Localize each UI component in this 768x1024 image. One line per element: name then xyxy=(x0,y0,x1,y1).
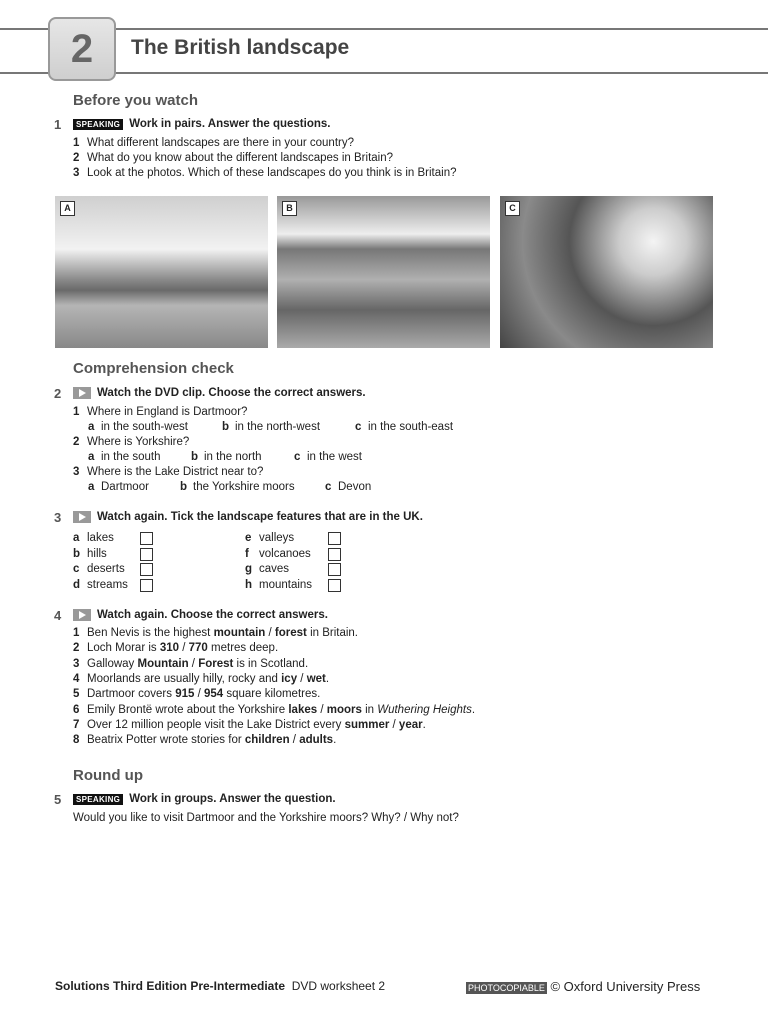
option-letter: c xyxy=(325,481,332,493)
item-number: 7 xyxy=(73,718,80,731)
option-letter: a xyxy=(88,451,95,463)
section-comprehension-check: Comprehension check xyxy=(73,360,234,377)
tick-checkbox[interactable] xyxy=(140,548,153,561)
item-number: 1 xyxy=(73,137,80,149)
item-text: is in Scotland. xyxy=(233,657,309,670)
choice-option-a[interactable]: 915 xyxy=(175,688,195,701)
option-text: Dartmoor xyxy=(101,481,149,493)
unit-number: 2 xyxy=(48,17,116,81)
q4-instruction-text: Watch again. Choose the correct answers. xyxy=(97,609,328,621)
option-text: the Yorkshire moors xyxy=(193,481,295,493)
tick-checkbox[interactable] xyxy=(140,563,153,576)
play-icon xyxy=(73,387,91,399)
answer-option[interactable] xyxy=(355,420,453,435)
answer-option[interactable] xyxy=(88,450,160,465)
tick-checkbox[interactable] xyxy=(328,579,341,592)
tick-checkbox[interactable] xyxy=(328,563,341,576)
item-text: Where in England is Dartmoor? xyxy=(87,406,248,418)
answer-option[interactable] xyxy=(222,420,320,435)
q2-instruction-text: Watch the DVD clip. Choose the correct answers. xyxy=(97,387,366,399)
item-text: lakes xyxy=(87,532,114,544)
feature-item xyxy=(245,547,311,562)
feature-item xyxy=(73,547,107,562)
item-number: 3 xyxy=(73,167,80,179)
choice-option-b[interactable]: year xyxy=(398,718,423,731)
item-text: What different landscapes are there in your country? xyxy=(87,137,354,149)
item-text: in Britain. xyxy=(306,627,359,639)
choice-option-a[interactable]: 310 xyxy=(159,642,180,655)
option-text: in the south xyxy=(101,451,161,463)
item-text: . xyxy=(325,672,330,685)
choice-option-b[interactable]: 770 xyxy=(188,642,208,655)
q4-item: 7 Over 12 million people visit the Lake District every summer / year. xyxy=(73,718,426,731)
answer-option[interactable] xyxy=(88,480,149,495)
answer-option[interactable] xyxy=(88,420,188,435)
q3-number: 3 xyxy=(54,510,62,525)
choice-option-a[interactable]: Mountain xyxy=(137,657,189,670)
item-text: Loch Morar is xyxy=(87,642,160,655)
q4-item: 5 Dartmoor covers 915 / 954 square kilometres. xyxy=(73,688,321,701)
option-text: in the west xyxy=(307,451,362,463)
feature-item xyxy=(245,531,294,546)
item-text: . xyxy=(333,734,337,747)
q2-number: 2 xyxy=(54,386,62,401)
feature-item xyxy=(245,562,289,577)
photo-a-mountains xyxy=(55,196,268,348)
item-text: square kilometres. xyxy=(223,688,321,701)
section-before-you-watch: Before you watch xyxy=(73,92,199,109)
choice-option-b[interactable]: wet xyxy=(306,672,326,685)
item-text: caves xyxy=(259,563,290,575)
choice-option-a[interactable]: mountain xyxy=(213,627,266,639)
item-number: 6 xyxy=(73,703,80,716)
answer-option[interactable] xyxy=(191,450,262,465)
answer-option[interactable] xyxy=(294,450,362,465)
item-text: . xyxy=(471,703,476,716)
section-round-up: Round up xyxy=(73,767,143,784)
item-text: streams xyxy=(87,578,128,591)
item-text: Over 12 million people visit the Lake District every xyxy=(87,718,345,731)
q3-instruction-text: Watch again. Tick the landscape features that are in the UK. xyxy=(97,511,423,523)
item-text: volcanoes xyxy=(259,547,311,560)
feature-item xyxy=(245,578,312,593)
item-number: 4 xyxy=(73,672,80,685)
tick-checkbox[interactable] xyxy=(140,579,153,592)
feature-item xyxy=(73,531,114,546)
q4-item: 3 Galloway Mountain / Forest is in Scotland. xyxy=(73,657,309,670)
item-letter: b xyxy=(73,547,81,560)
q4-item: 8 Beatrix Potter wrote stories for children / adults. xyxy=(73,734,337,747)
answer-option[interactable] xyxy=(325,480,371,495)
item-number: 2 xyxy=(73,152,80,164)
item-text: Galloway xyxy=(87,657,138,670)
item-text: Moorlands are usually hilly, rocky and xyxy=(87,672,282,685)
q1-number: 1 xyxy=(54,117,62,132)
q4-instruction xyxy=(73,609,328,621)
footer-left xyxy=(55,979,385,993)
q4-item: 4 Moorlands are usually hilly, rocky and icy / wet. xyxy=(73,672,330,685)
q5-question: Would you like to visit Dartmoor and the Yorkshire moors? Why? / Why not? xyxy=(73,812,459,824)
q1-instruction xyxy=(73,118,330,130)
copyright: © Oxford University Press xyxy=(550,979,701,994)
feature-item xyxy=(73,578,128,593)
item-letter: d xyxy=(73,578,81,591)
tick-checkbox[interactable] xyxy=(140,532,153,545)
item-text: in xyxy=(361,703,378,716)
option-text: in the north-west xyxy=(235,421,321,433)
item-text: Emily Brontë wrote about the Yorkshire xyxy=(87,703,289,716)
item-number: 1 xyxy=(73,406,80,418)
play-icon xyxy=(73,511,91,523)
option-letter: c xyxy=(294,451,301,463)
speaking-badge: SPEAKING xyxy=(73,794,123,805)
item-text: What do you know about the different landscapes in Britain? xyxy=(87,152,394,164)
choice-option-b[interactable]: forest xyxy=(274,627,307,639)
item-letter: a xyxy=(73,532,80,544)
photo-label: C xyxy=(505,201,520,216)
book-title: Solutions Third Edition Pre-Intermediate xyxy=(55,979,286,993)
option-text: in the south-west xyxy=(101,421,188,433)
tick-checkbox[interactable] xyxy=(328,548,341,561)
item-text: hills xyxy=(87,547,107,560)
item-text: Beatrix Potter wrote stories for xyxy=(87,734,245,747)
photo-b-stream xyxy=(277,196,490,348)
option-text: in the south-east xyxy=(368,421,454,433)
item-letter: g xyxy=(245,563,253,575)
photo-label: B xyxy=(282,201,297,216)
choice-option-a[interactable]: icy xyxy=(281,672,298,685)
footer-right xyxy=(466,979,700,994)
feature-item xyxy=(73,562,125,577)
q2-question xyxy=(73,435,189,450)
choice-option-b[interactable]: adults xyxy=(299,734,334,747)
choice-option-a[interactable]: summer xyxy=(344,718,390,731)
choice-option-b[interactable]: moors xyxy=(326,703,362,716)
item-number: 3 xyxy=(73,466,80,478)
item-letter: e xyxy=(245,532,252,544)
q2-instruction xyxy=(73,387,366,399)
item-text: mountains xyxy=(259,578,313,591)
item-text: Look at the photos. Which of these landscapes do you think is in Britain? xyxy=(87,167,457,179)
item-text: Dartmoor covers xyxy=(87,688,176,701)
tick-checkbox[interactable] xyxy=(328,532,341,545)
item-text: Where is Yorkshire? xyxy=(87,436,190,448)
photo-label: A xyxy=(60,201,75,216)
play-icon xyxy=(73,609,91,621)
q5-number: 5 xyxy=(54,792,62,807)
q5-instruction-text: Work in groups. Answer the question. xyxy=(129,793,336,805)
item-text: deserts xyxy=(87,563,125,575)
item-text: Where is the Lake District near to? xyxy=(87,466,264,478)
option-text: in the north xyxy=(204,451,262,463)
item-number: 1 xyxy=(73,627,80,639)
option-letter: b xyxy=(222,421,230,433)
speaking-badge: SPEAKING xyxy=(73,119,123,130)
item-number: 5 xyxy=(73,688,80,701)
choice-option-b[interactable]: 954 xyxy=(203,688,224,701)
option-letter: b xyxy=(191,451,199,463)
q1-item xyxy=(73,136,354,151)
q3-instruction xyxy=(73,511,423,523)
q2-question xyxy=(73,405,247,420)
photocopiable-badge: PHOTOCOPIABLE xyxy=(468,982,545,993)
option-letter: a xyxy=(88,421,95,433)
option-text: Devon xyxy=(338,481,372,493)
q1-instruction-text: Work in pairs. Answer the questions. xyxy=(129,118,331,130)
item-letter: c xyxy=(73,563,80,575)
page-title: The British landscape xyxy=(131,36,350,59)
choice-option-a[interactable]: children xyxy=(244,734,290,747)
item-number: 3 xyxy=(73,657,80,670)
option-letter: b xyxy=(180,481,188,493)
q1-item xyxy=(73,151,393,166)
item-number: 8 xyxy=(73,734,80,747)
choice-option-a[interactable]: lakes xyxy=(288,703,318,716)
q4-number: 4 xyxy=(54,608,62,623)
option-letter: a xyxy=(88,481,95,493)
item-text: metres deep. xyxy=(207,642,279,655)
item-text: . xyxy=(422,718,426,731)
item-text: Ben Nevis is the highest xyxy=(87,627,214,639)
item-number: 2 xyxy=(73,436,80,448)
option-letter: c xyxy=(355,421,362,433)
q4-item: 1 Ben Nevis is the highest mountain / forest in Britain. xyxy=(73,627,359,639)
photo-c-waterfall xyxy=(500,196,713,348)
choice-option-b[interactable]: Forest xyxy=(198,657,234,670)
q1-item xyxy=(73,166,457,181)
item-text: valleys xyxy=(259,532,295,544)
item-number: 2 xyxy=(73,642,80,655)
q4-item: 6 Emily Brontë wrote about the Yorkshire lakes / moors in Wuthering Heights. xyxy=(73,703,476,716)
q4-item: 2 Loch Morar is 310 / 770 metres deep. xyxy=(73,642,279,655)
answer-option[interactable] xyxy=(180,480,295,495)
book-title: Wuthering Heights xyxy=(377,703,472,716)
item-letter: h xyxy=(245,578,253,591)
worksheet-label: DVD worksheet 2 xyxy=(291,979,386,993)
q2-question xyxy=(73,465,263,480)
item-letter: f xyxy=(245,547,249,560)
q5-instruction xyxy=(73,793,336,805)
